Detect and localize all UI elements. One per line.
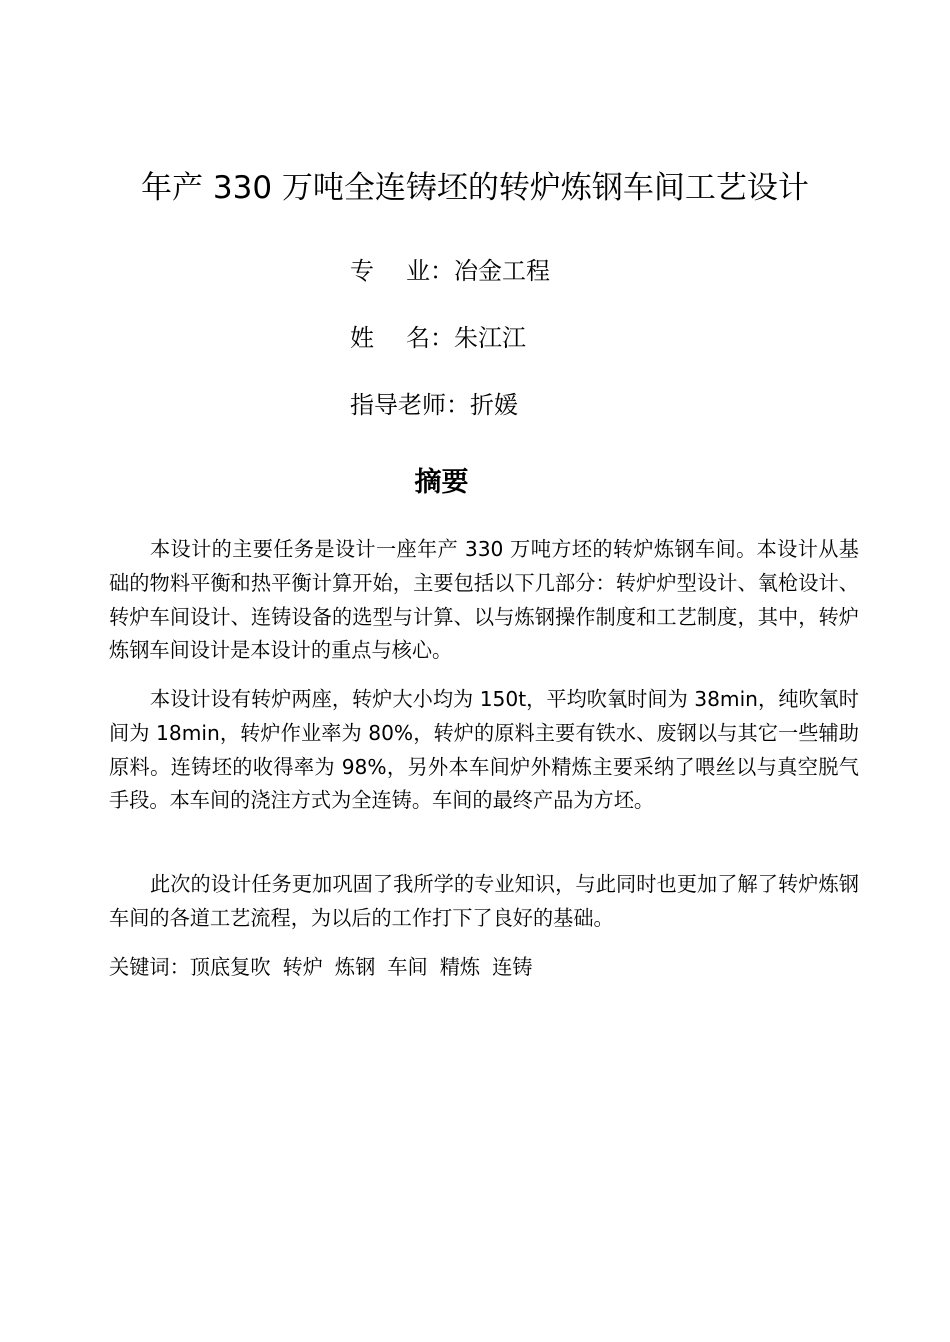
name-line — [350, 321, 526, 355]
name-label: 姓 名： — [350, 324, 454, 352]
abstract-paragraph: 此次的设计任务更加巩固了我所学的专业知识，与此同时也更加了解了转炉炼钢车间的各道工艺流程，为以后的工作打下了良好的基础。 — [109, 872, 859, 930]
keyword: 车间 — [387, 955, 428, 979]
thesis-title: 年产 330 万吨全连铸坯的转炉炼钢车间工艺设计 — [141, 170, 809, 206]
abstract-paragraph: 本设计的主要任务是设计一座年产 330 万吨方坯的转炉炼钢车间。本设计从基础的物料平衡和热平衡计算开始，主要包括以下几部分：转炉炉型设计、氧枪设计、转炉车间设计、连铸设备的选型与计算、以与炼钢操作制度和工艺制度，其中，转炉炼钢车间设计是本设计的重点与核心。 — [109, 537, 859, 663]
advisor-value: 折媛 — [470, 391, 518, 419]
major-value: 冶金工程 — [454, 257, 550, 285]
keyword: 转炉 — [282, 955, 323, 979]
keywords-label: 关键词： — [109, 955, 190, 979]
major-line — [350, 254, 550, 288]
name-value: 朱江江 — [454, 324, 526, 352]
major-label: 专 业： — [350, 257, 454, 285]
keywords-line — [109, 951, 544, 985]
abstract-heading: 摘要 — [414, 467, 469, 498]
abstract-paragraph: 本设计设有转炉两座，转炉大小均为 150t，平均吹氧时间为 38min，纯吹氧时间为 18min，转炉作业率为 80%，转炉的原料主要有铁水、废钢以与其它一些辅助原料。连铸坯的收得率为 98%，另外本车间炉外精炼主要采纳了喂丝以与真空脱气手段。本车间的浇注方式为全连铸。车间的最终产品为方坯。 — [109, 687, 859, 813]
keyword: 顶底复吹 — [189, 955, 271, 979]
keyword: 炼钢 — [334, 955, 376, 979]
keyword: 连铸 — [492, 955, 533, 979]
advisor-line — [350, 388, 518, 422]
advisor-label: 指导老师： — [350, 391, 470, 419]
keyword: 精炼 — [439, 955, 481, 979]
